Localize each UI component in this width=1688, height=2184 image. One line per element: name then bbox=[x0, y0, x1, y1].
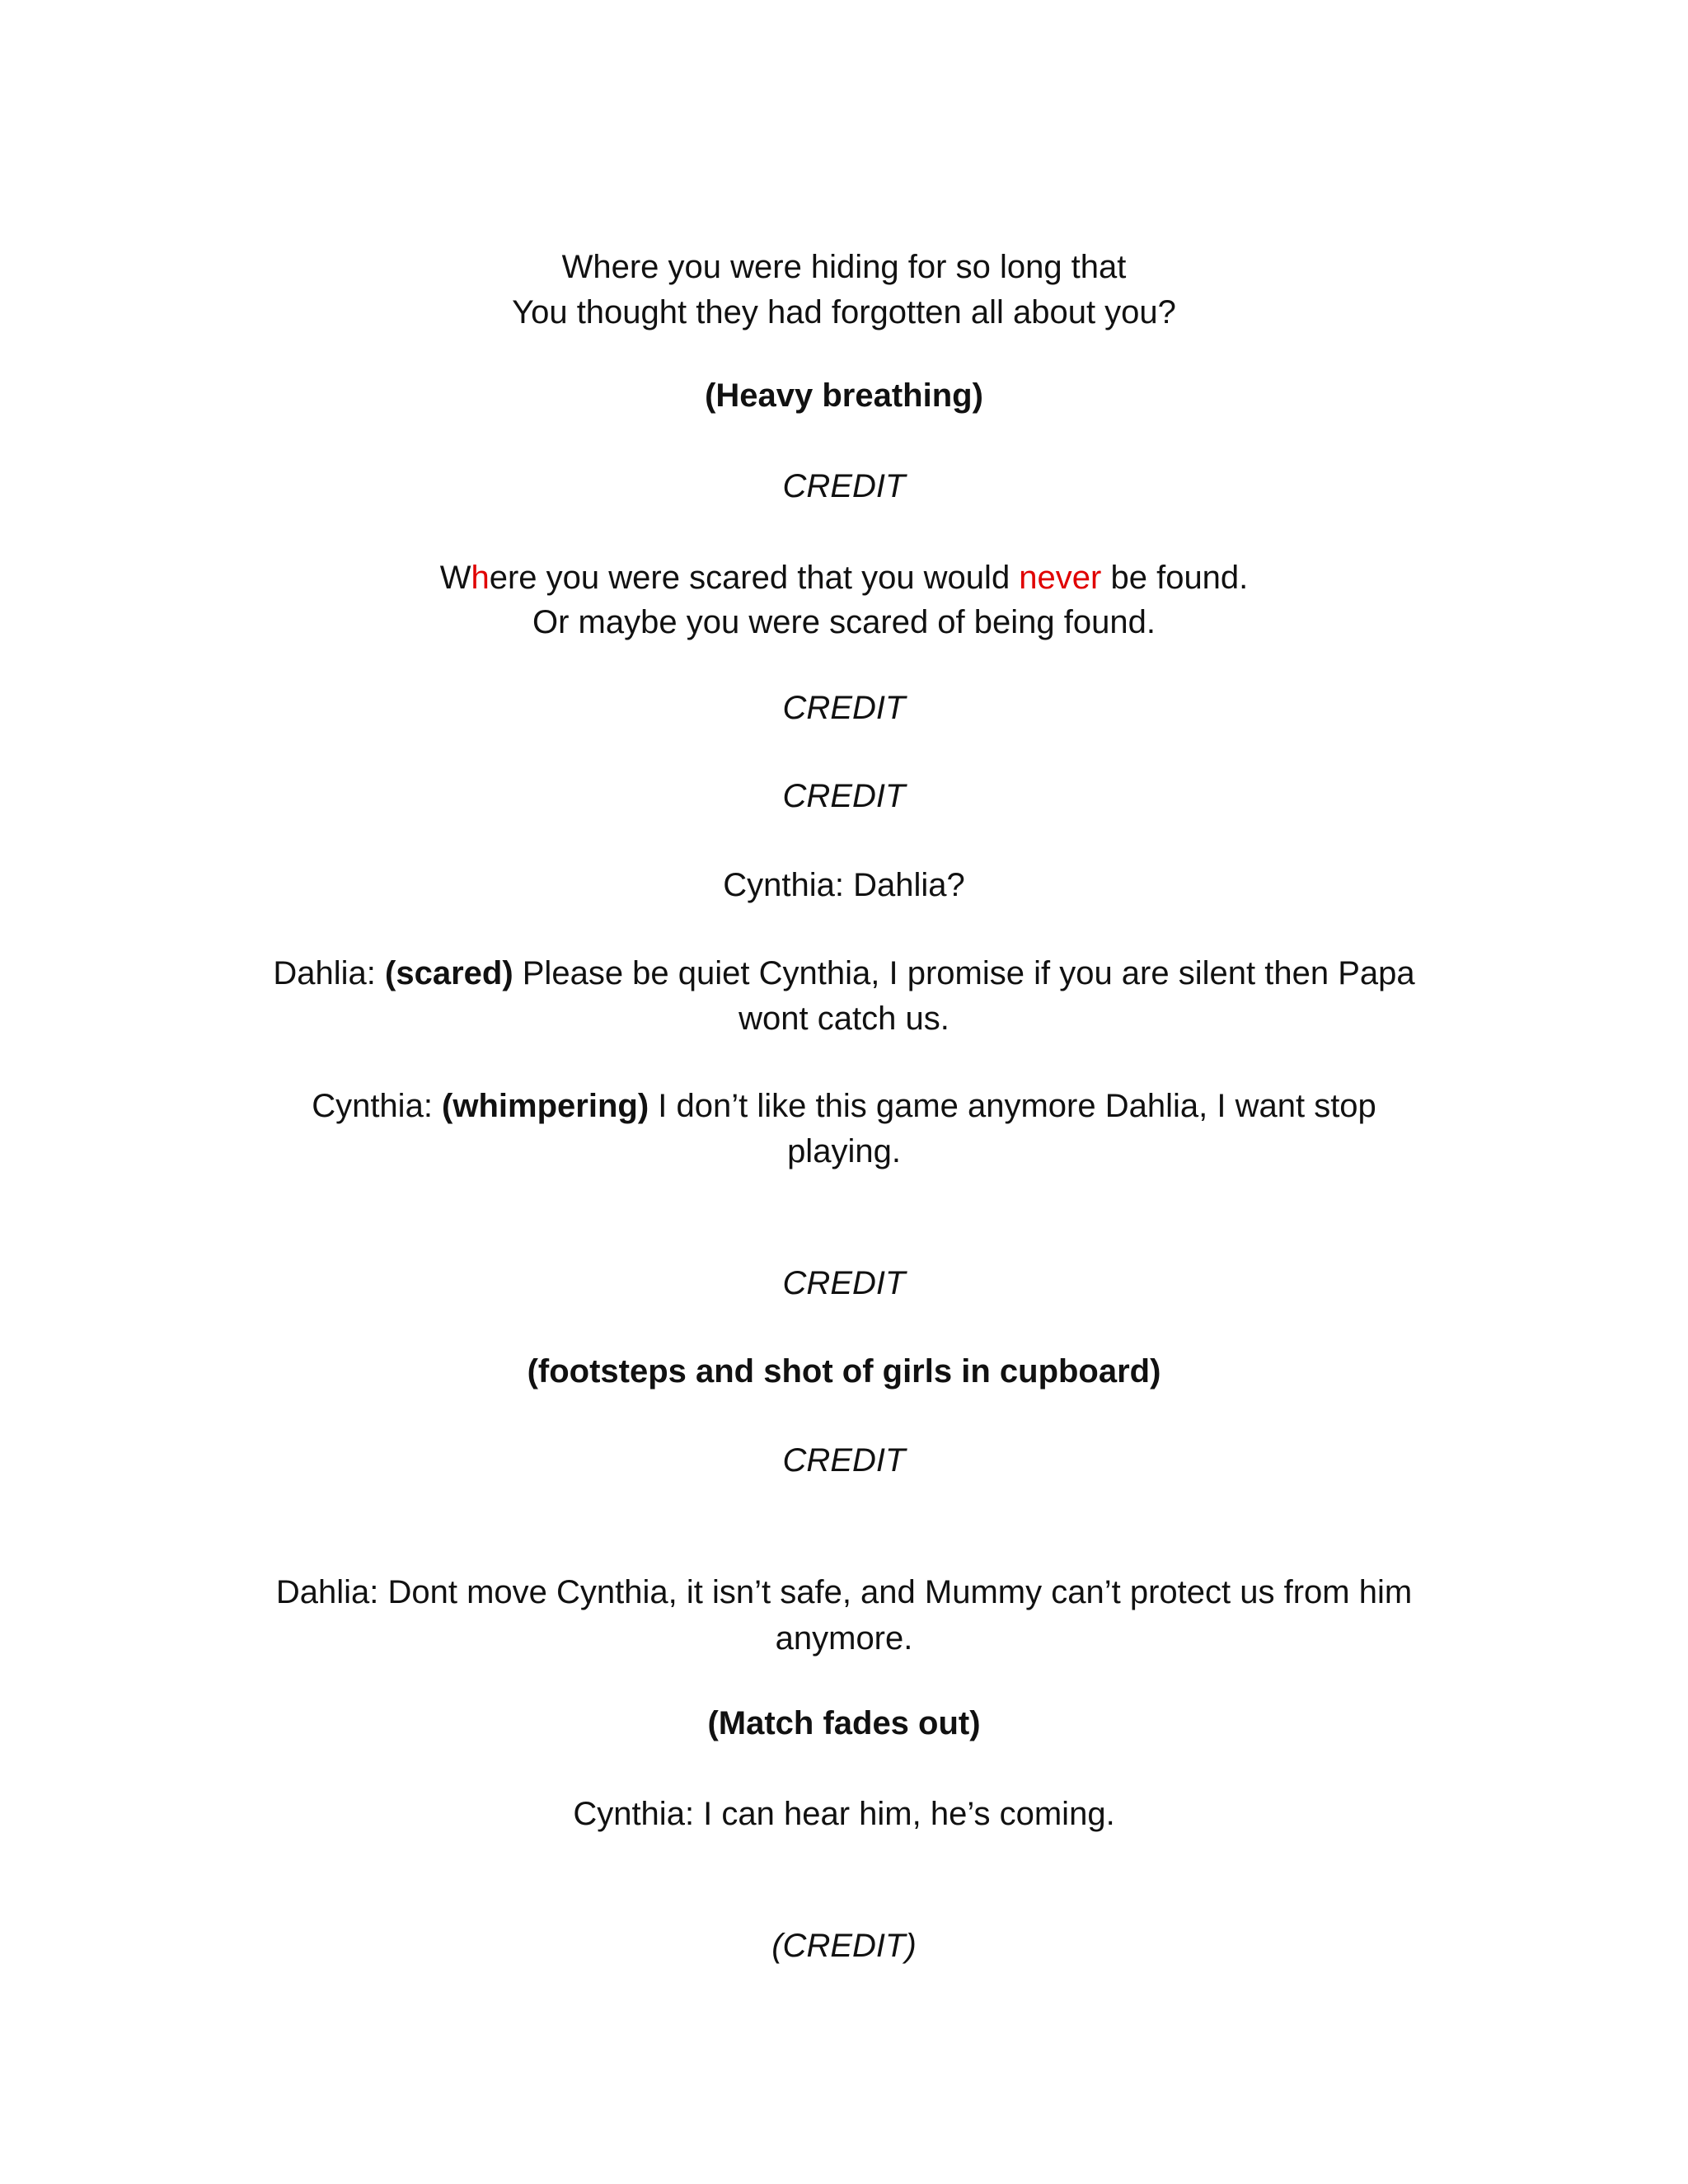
stanza1-line2: You thought they had forgotten all about you? bbox=[512, 294, 1176, 330]
credit-5: CREDIT bbox=[782, 1442, 906, 1479]
credit-final: (CREDIT) bbox=[771, 1928, 917, 1964]
credit-4: CREDIT bbox=[782, 1265, 906, 1301]
direction-footsteps: (footsteps and shot of girls in cupboard) bbox=[527, 1353, 1161, 1390]
direction-match: (Match fades out) bbox=[707, 1705, 981, 1741]
cynthia-text-a: I don’t like this game anymore Dahlia, I want stop bbox=[649, 1088, 1376, 1124]
cynthia-line2-a bbox=[0, 1083, 1688, 1129]
highlight-never: never bbox=[1019, 560, 1102, 596]
dahlia-speaker: Dahlia: bbox=[273, 955, 386, 991]
dahlia-text-a: Please be quiet Cynthia, I promise if you are silent then Papa bbox=[513, 955, 1415, 991]
stanza2-part2: ere you were scared that you would bbox=[489, 560, 1020, 596]
credit-2: CREDIT bbox=[782, 690, 906, 726]
dahlia-line1-a bbox=[0, 950, 1688, 996]
dahlia-line2-a: Dahlia: Dont move Cynthia, it isn’t safe, and Mummy can’t protect us from him bbox=[275, 1574, 1413, 1610]
cynthia-line1: Cynthia: Dahlia? bbox=[723, 867, 965, 903]
credit-1: CREDIT bbox=[782, 468, 906, 504]
stanza2-line1 bbox=[0, 555, 1688, 601]
dahlia-line2-b: anymore. bbox=[775, 1620, 913, 1657]
dahlia-line1-b: wont catch us. bbox=[738, 1001, 950, 1037]
cynthia-line2-b: playing. bbox=[787, 1133, 901, 1169]
highlight-h: h bbox=[471, 560, 490, 596]
stanza2-part3: be found. bbox=[1101, 560, 1249, 596]
cynthia-line3: Cynthia: I can hear him, he’s coming. bbox=[573, 1796, 1115, 1832]
cynthia-direction-whimpering: (whimpering) bbox=[442, 1088, 649, 1124]
direction-heavy-breathing: (Heavy breathing) bbox=[705, 377, 983, 414]
stanza2-line2: Or maybe you were scared of being found. bbox=[532, 604, 1156, 640]
dahlia-direction-scared: (scared) bbox=[385, 955, 513, 991]
cynthia-speaker: Cynthia: bbox=[312, 1088, 443, 1124]
credit-3: CREDIT bbox=[782, 778, 906, 814]
stanza2-part1: W bbox=[439, 560, 471, 596]
stanza1-line1: Where you were hiding for so long that bbox=[561, 249, 1127, 285]
